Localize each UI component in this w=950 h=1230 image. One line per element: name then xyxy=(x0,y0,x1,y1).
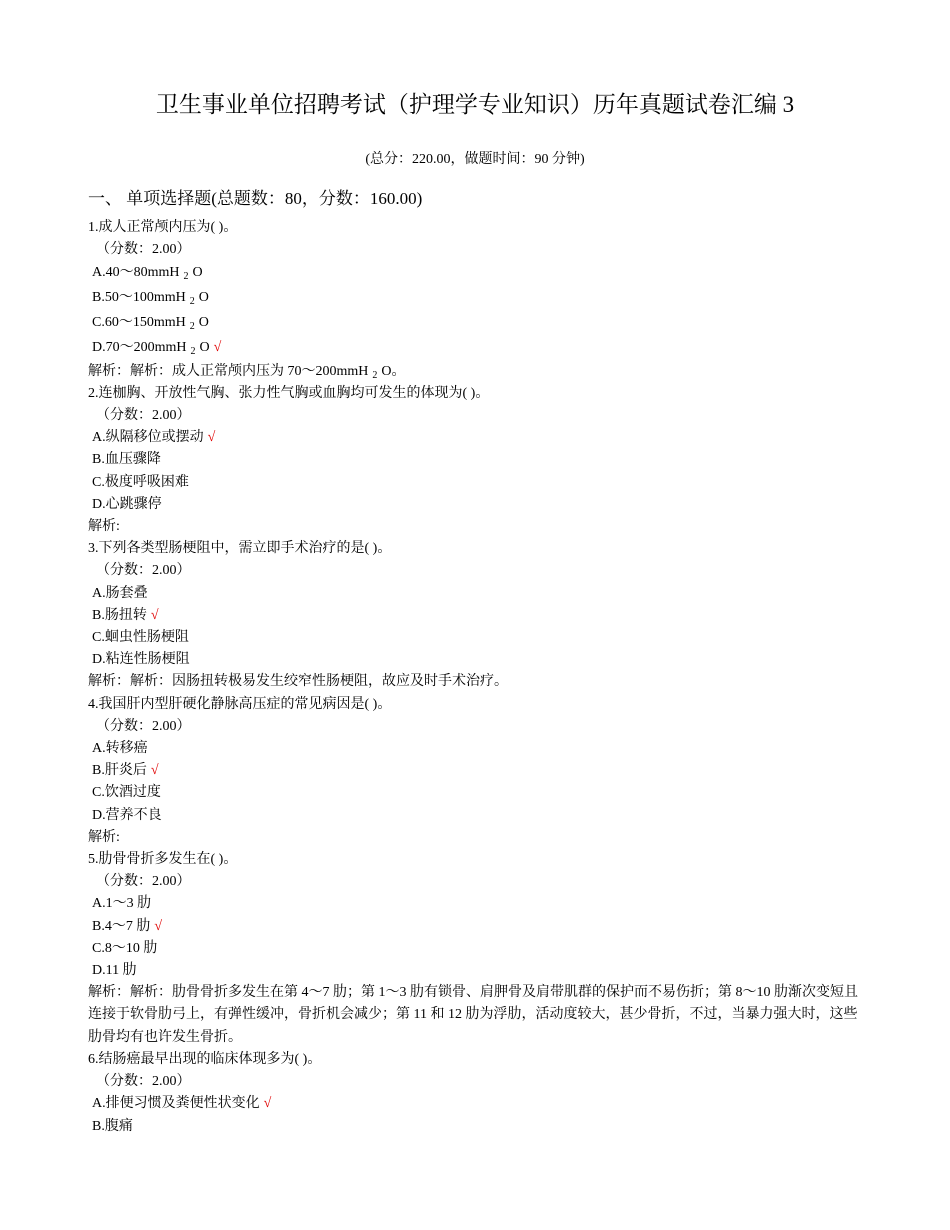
analysis-text: 连接于软骨肋弓上，有弹性缓冲，骨折机会减少；第 11 和 12 肋为浮肋，活动度较大，甚少骨折，不过，当暴力强大时，这些 xyxy=(88,1007,858,1023)
option-item: D.粘连性肠梗阻 xyxy=(92,652,190,668)
question-list xyxy=(88,217,868,1138)
option-item: C.极度呼吸困难 xyxy=(92,474,189,490)
correct-check-icon: √ xyxy=(213,339,222,355)
option-item: C.8～10 肋 xyxy=(92,940,158,956)
question-score: （分数：2.00） xyxy=(96,1074,191,1090)
option-item: B.血压骤降 xyxy=(92,452,161,468)
question-score: （分数：2.00） xyxy=(96,242,191,258)
question-stem: 5.肋骨骨折多发生在( )。 xyxy=(88,852,238,868)
question-stem: 1.成人正常颅内压为( )。 xyxy=(88,220,238,235)
correct-check-icon: √ xyxy=(207,430,216,446)
correct-check-icon: √ xyxy=(154,918,163,934)
option-item: C.60～150mmH $_2$ O xyxy=(92,315,209,332)
option-item: D.11 肋 xyxy=(92,963,137,979)
option-item: A.1～3 肋 xyxy=(92,896,152,912)
section-heading: 一、 单项选择题(总题数：80，分数：160.00) xyxy=(88,189,423,208)
question-stem: 3.下列各类型肠梗阻中，需立即手术治疗的是( )。 xyxy=(88,541,392,557)
question-score: （分数：2.00） xyxy=(96,718,191,734)
correct-check-icon: √ xyxy=(150,763,159,779)
option-item: D.70～200mmH $_2$ O √ xyxy=(92,339,222,357)
question-stem: 2.连枷胸、开放性气胸、张力性气胸或血胸均可发生的体现为( )。 xyxy=(88,385,490,401)
analysis-text: 解析：解析：肋骨骨折多发生在第 4～7 肋；第 1～3 肋有锁骨、肩胛骨及肩带肌群的保护而不易伤折；第 8～10 肋渐次变短且 xyxy=(88,985,858,1001)
correct-check-icon: √ xyxy=(150,607,159,623)
analysis-text: 解析：解析：成人正常颅内压为 70～200mmH $_2$ O。 xyxy=(88,363,406,381)
option-item: B.腹痛 xyxy=(92,1118,133,1134)
analysis-text: 解析：解析：因肠扭转极易发生绞窄性肠梗阻，故应及时手术治疗。 xyxy=(88,674,508,690)
option-item: A.排便习惯及粪便性状变化 √ xyxy=(92,1096,272,1112)
question-score: （分数：2.00） xyxy=(96,408,191,423)
exam-meta: (总分：220.00，做题时间：90 分钟) xyxy=(365,152,585,167)
option-item: B.4～7 肋 √ xyxy=(92,918,163,934)
option-item: A.纵隔移位或摆动 √ xyxy=(92,430,216,446)
option-item: A.转移癌 xyxy=(92,741,148,757)
option-item: D.心跳骤停 xyxy=(92,496,162,512)
option-item: A.肠套叠 xyxy=(92,585,148,601)
option-item: A.40～80mmH $_2$ O xyxy=(92,265,203,283)
option-item: C.蛔虫性肠梗阻 xyxy=(92,630,189,646)
analysis-text: 肋骨均有也许发生骨折。 xyxy=(88,1029,242,1045)
question-stem: 6.结肠癌最早出现的临床体现多为( )。 xyxy=(88,1051,322,1067)
question-score: （分数：2.00） xyxy=(96,563,191,579)
option-item: C.饮酒过度 xyxy=(92,785,161,801)
correct-check-icon: √ xyxy=(263,1096,272,1112)
option-item: B.肠扭转 √ xyxy=(92,607,159,623)
option-item: B.50～100mmH $_2$ O xyxy=(92,290,209,308)
question-stem: 4.我国肝内型肝硬化静脉高压症的常见病因是( )。 xyxy=(88,696,392,712)
question-score: （分数：2.00） xyxy=(96,874,191,890)
analysis-text: 解析: xyxy=(88,519,120,535)
option-item: D.营养不良 xyxy=(92,807,162,823)
option-item: B.肝炎后 √ xyxy=(92,763,159,779)
document-title: 卫生事业单位招聘考试（护理学专业知识）历年真题试卷汇编 3 xyxy=(155,92,795,117)
analysis-text: 解析: xyxy=(88,829,120,845)
